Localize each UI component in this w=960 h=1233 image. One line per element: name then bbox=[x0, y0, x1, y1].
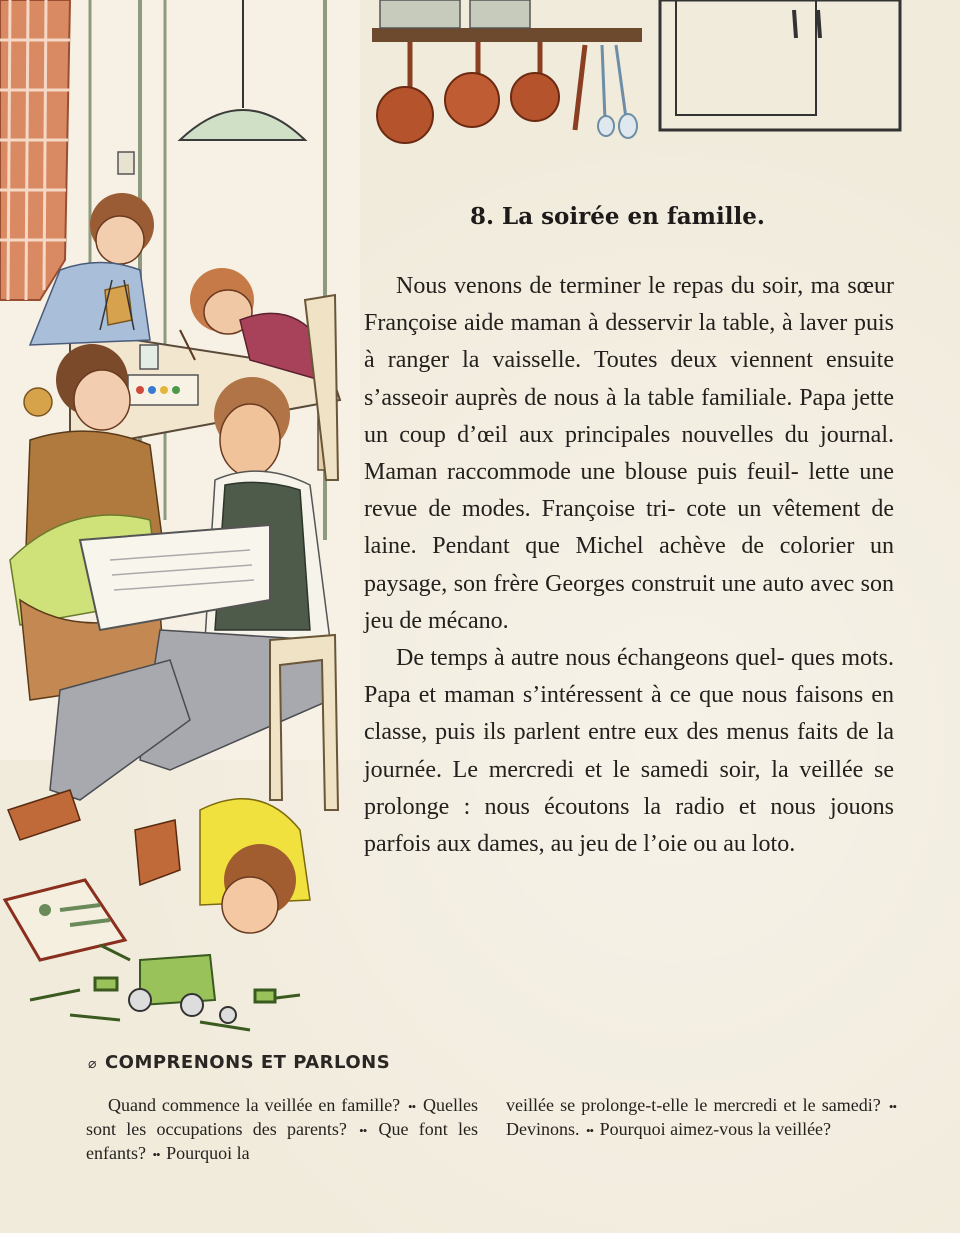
question-text: Quand commence la veillée en famille? bbox=[108, 1095, 401, 1115]
copper-pan bbox=[511, 73, 559, 121]
yarn-ball bbox=[24, 388, 52, 416]
questions-block bbox=[86, 1094, 896, 1166]
story-paragraph: De temps à autre nous échangeons quel- ques mots. Papa et maman s’intéressent à ce que nous faisons en classe, puis ils parlent entre eux des menus faits de la journée. Le mercredi et le samedi soir, la veillée se prolonge : nous écoutons la radio et nous jouons parfois aux dames, au jeu de l’oie ou au loto. bbox=[364, 645, 894, 858]
checked-curtain bbox=[0, 0, 70, 300]
wall-cupboard bbox=[660, 0, 900, 130]
story-text bbox=[364, 268, 894, 863]
question-separator: •• bbox=[152, 1147, 160, 1162]
chapter-title: 8. La soirée en famille. bbox=[470, 203, 765, 230]
pencil-bullet-icon: ⌀ bbox=[88, 1056, 97, 1072]
pan-shelf bbox=[372, 0, 642, 143]
story-paragraph: Nous venons de terminer le repas du soir, ma sœur Françoise aide maman à desservir la table, à laver puis à ranger la vaisselle. Toutes deux viennent ensuite s’asseoir auprès de nous à la table familiale. Papa jette un coup d’œil aux principales nouvelles du journal. Maman raccommode une blouse puis feuil- lette une revue de modes. Françoise tri- cote un vêtement de laine. Pendant que Michel achève de colorier un paysage, son frère Georges construit une auto avec son jeu de mécano. bbox=[364, 273, 894, 634]
question-separator: •• bbox=[359, 1123, 367, 1138]
question-separator: •• bbox=[888, 1099, 897, 1114]
copper-pan bbox=[445, 73, 499, 127]
section-heading bbox=[88, 1052, 390, 1073]
questions-column-right bbox=[506, 1094, 898, 1166]
question-text: Devinons. bbox=[506, 1119, 580, 1139]
question-text: Quelles sont les occupations des parents? bbox=[86, 1095, 479, 1139]
question-text: Pourquoi aimez-vous la veillée? bbox=[599, 1119, 832, 1139]
slipper bbox=[8, 790, 80, 840]
question-text: Pourquoi la bbox=[166, 1143, 250, 1163]
question-text: veillée se prolonge-t-elle le mercredi et le samedi? bbox=[506, 1095, 881, 1115]
questions-column-left bbox=[86, 1094, 478, 1166]
water-glass bbox=[140, 345, 158, 369]
question-text: Que font les enfants? bbox=[86, 1119, 479, 1163]
section-heading-text: COMPRENONS ET PARLONS bbox=[104, 1052, 391, 1073]
question-separator: •• bbox=[408, 1099, 416, 1114]
slipper bbox=[135, 820, 180, 885]
light-switch bbox=[118, 152, 134, 174]
copper-pan bbox=[377, 87, 433, 143]
question-separator: •• bbox=[586, 1123, 594, 1138]
